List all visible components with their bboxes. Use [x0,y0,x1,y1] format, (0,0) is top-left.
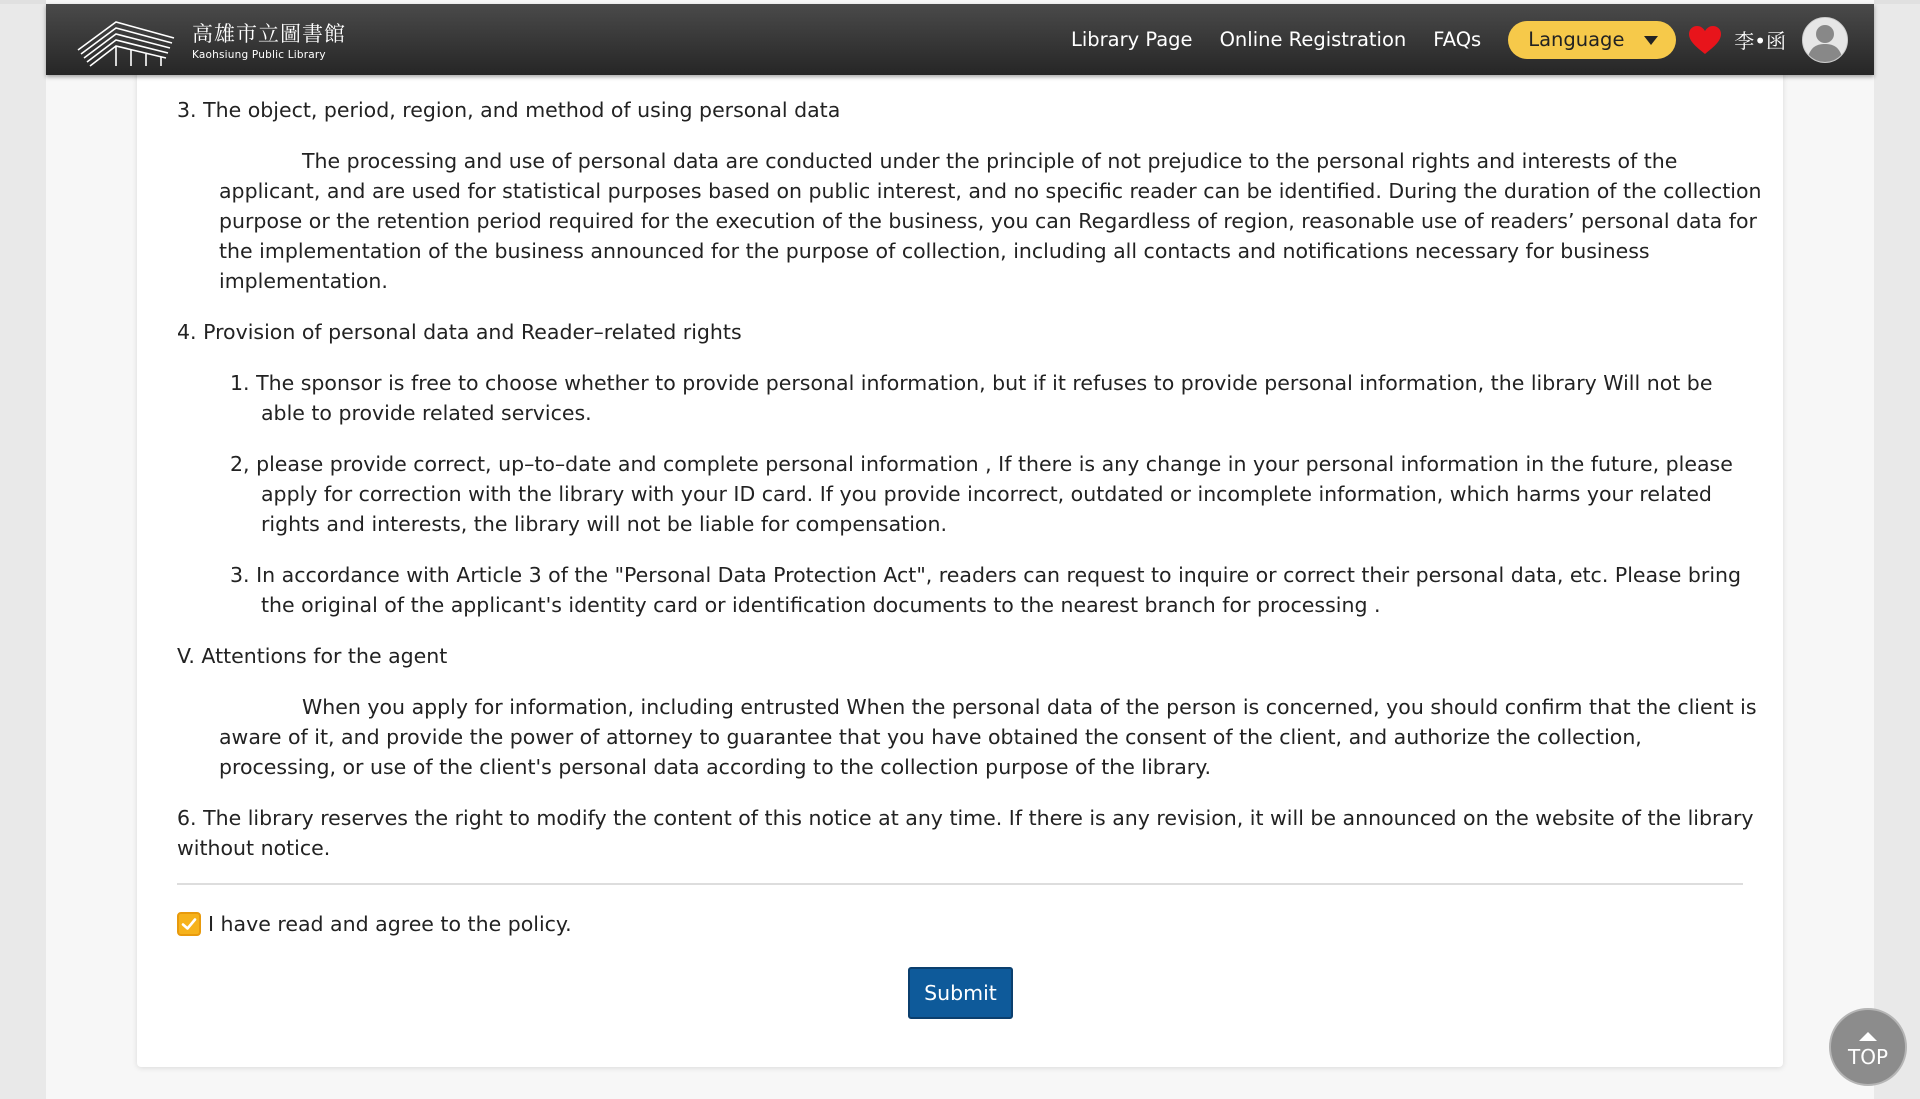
policy-card [137,40,1783,1067]
logo-english-name: Kaohsiung Public Library [192,49,326,61]
policy-content [177,95,1762,884]
user-name[interactable]: 李•函 [1734,29,1786,53]
main-nav [1071,4,1874,75]
agree-label[interactable]: I have read and agree to the policy. [208,912,572,936]
avatar[interactable] [1802,17,1848,63]
section-4-item-1: 1. The sponsor is free to choose whether to provide personal information, but if it refuses to provide personal information, the library Will not be able to provide related services. [230,371,1713,425]
submit-button[interactable]: Submit [908,967,1013,1019]
logo-text [192,22,346,62]
heart-icon[interactable] [1688,25,1722,55]
chevron-down-icon [1644,36,1658,45]
language-select-label: Language [1528,28,1625,51]
arrow-up-icon [1859,1032,1877,1041]
section-4-item-2: 2, please provide correct, up–to–date and complete personal information , If there is any change in your personal information in the future, please apply for correction with the library with your ID card. If you provide incorrect, outdated or incomplete information, which harms your related rights and interests, the library will not be liable for compensation. [230,452,1733,536]
back-to-top-button[interactable] [1829,1008,1907,1086]
nav-online-registration[interactable]: Online Registration [1219,28,1407,51]
nav-library-page[interactable]: Library Page [1070,28,1193,51]
checkmark-icon [180,915,198,933]
divider [177,883,1743,885]
section-4-item-3: 3. In accordance with Article 3 of the "Personal Data Protection Act", readers can request to inquire or correct their personal data, etc. Please bring the original of the applicant's identity card or identification documents to the nearest branch for processing . [230,563,1742,617]
site-header [46,4,1874,75]
library-building-icon [76,16,176,68]
back-to-top-label: TOP [1847,1044,1889,1069]
section-5-body: When you apply for information, including entrusted When the personal data of the person is concerned, you should confirm that the client is aware of it, and provide the power of attorney to guarantee that you have obtained the consent of the client, and authorize the collection, processing, or use of the client's personal data according to the collection purpose of the library. [219,695,1757,779]
user-avatar-icon [1802,17,1848,63]
language-select[interactable] [1508,21,1676,59]
section-3-body: The processing and use of personal data are conducted under the principle of not prejudice to the personal rights and interests of the applicant, and are used for statistical purposes based on public interest, and no specific reader can be identified. During the duration of the collection purpose or the retention period required for the execution of the business, you can Regardless of region, reasonable use of readers’ personal data for the implementation of the business announced for the purpose of collection, including all contacts and notifications necessary for business implementation. [219,149,1762,293]
section-4-title: 4. Provision of personal data and Reader–related rights [177,320,742,344]
section-5-title: V. Attentions for the agent [177,644,448,668]
section-3-title: 3. The object, period, region, and method of using personal data [177,98,841,122]
nav-faqs[interactable]: FAQs [1433,28,1482,51]
agree-row [177,912,572,936]
agree-checkbox[interactable] [177,912,201,936]
section-6-text: 6. The library reserves the right to modify the content of this notice at any time. If there is any revision, it will be announced on the website of the library without notice. [177,806,1754,860]
library-logo[interactable] [76,16,346,68]
logo-chinese-name: 高雄市立圖書館 [192,22,346,46]
